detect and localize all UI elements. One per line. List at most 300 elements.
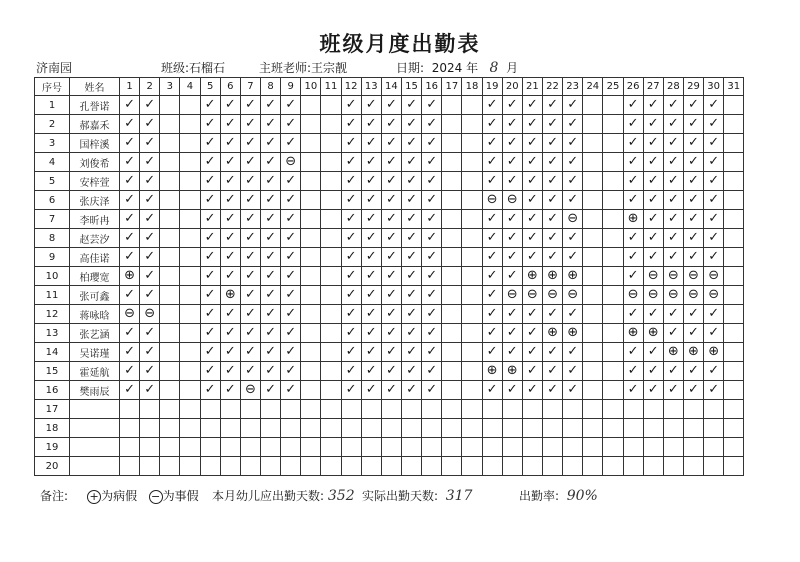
header-row <box>35 78 744 96</box>
attendance-mark: ✓ <box>381 191 401 210</box>
attendance-mark <box>583 419 603 438</box>
attendance-mark: ✓ <box>341 362 361 381</box>
student-name: 安梓萱 <box>70 172 120 191</box>
attendance-mark: ✓ <box>704 324 724 343</box>
attendance-mark <box>321 248 341 267</box>
attendance-mark <box>200 419 220 438</box>
personal-leave-icon: − <box>149 490 163 504</box>
attendance-mark <box>583 305 603 324</box>
attendance-mark: ✓ <box>260 153 280 172</box>
attendance-mark <box>442 400 462 419</box>
attendance-mark <box>583 96 603 115</box>
student-name: 张庆泽 <box>70 191 120 210</box>
attendance-mark <box>381 400 401 419</box>
attendance-mark: ✓ <box>502 153 522 172</box>
attendance-mark: ✓ <box>240 210 260 229</box>
attendance-mark <box>482 400 502 419</box>
attendance-mark: ✓ <box>482 343 502 362</box>
attendance-mark: ✓ <box>381 210 401 229</box>
attendance-mark <box>341 419 361 438</box>
attendance-mark <box>160 229 180 248</box>
attendance-mark <box>180 134 200 153</box>
col-header-day: 2 <box>140 78 160 96</box>
student-name: 张艺涵 <box>70 324 120 343</box>
attendance-mark <box>724 400 744 419</box>
student-name: 蒋咏晗 <box>70 305 120 324</box>
attendance-mark: ✓ <box>401 115 421 134</box>
attendance-mark: ✓ <box>704 229 724 248</box>
attendance-mark: ✓ <box>281 210 301 229</box>
attendance-mark: ✓ <box>623 115 643 134</box>
attendance-mark <box>603 362 623 381</box>
attendance-mark: ✓ <box>683 248 703 267</box>
attendance-mark <box>180 419 200 438</box>
attendance-mark <box>603 229 623 248</box>
attendance-mark: ✓ <box>401 267 421 286</box>
attendance-mark: ✓ <box>623 362 643 381</box>
attendance-mark: ✓ <box>381 286 401 305</box>
attendance-mark: ✓ <box>341 324 361 343</box>
attendance-mark <box>200 400 220 419</box>
attendance-mark <box>281 438 301 457</box>
col-header-day: 16 <box>422 78 442 96</box>
attendance-mark: ✓ <box>401 248 421 267</box>
attendance-mark: ✓ <box>563 343 583 362</box>
attendance-mark <box>321 210 341 229</box>
attendance-mark: ✓ <box>341 115 361 134</box>
student-name: 霍延航 <box>70 362 120 381</box>
attendance-mark: ⊖ <box>704 286 724 305</box>
attendance-mark <box>583 153 603 172</box>
attendance-mark: ✓ <box>361 210 381 229</box>
attendance-mark <box>260 400 280 419</box>
attendance-mark <box>724 115 744 134</box>
attendance-mark <box>120 438 140 457</box>
sick-leave-icon: + <box>87 490 101 504</box>
attendance-mark: ✓ <box>623 191 643 210</box>
attendance-mark <box>160 286 180 305</box>
attendance-mark <box>160 362 180 381</box>
note-legend <box>40 487 199 504</box>
attendance-mark: ✓ <box>401 305 421 324</box>
attendance-mark: ✓ <box>643 381 663 400</box>
attendance-mark <box>462 134 482 153</box>
date-field <box>396 59 518 76</box>
attendance-mark <box>321 267 341 286</box>
attendance-mark <box>422 438 442 457</box>
attendance-mark: ✓ <box>401 229 421 248</box>
attendance-mark: ✓ <box>643 191 663 210</box>
attendance-mark: ✓ <box>502 210 522 229</box>
attendance-mark: ✓ <box>482 286 502 305</box>
attendance-mark: ✓ <box>281 381 301 400</box>
attendance-mark: ✓ <box>200 381 220 400</box>
attendance-mark: ✓ <box>120 324 140 343</box>
attendance-mark <box>140 400 160 419</box>
attendance-mark <box>160 324 180 343</box>
attendance-mark: ✓ <box>704 153 724 172</box>
attendance-mark <box>724 267 744 286</box>
attendance-mark: ✓ <box>401 96 421 115</box>
attendance-mark <box>724 381 744 400</box>
attendance-mark: ⊕ <box>563 267 583 286</box>
attendance-mark <box>281 457 301 476</box>
attendance-mark <box>442 438 462 457</box>
attendance-mark: ✓ <box>200 172 220 191</box>
attendance-mark <box>301 438 321 457</box>
attendance-mark: ✓ <box>422 381 442 400</box>
attendance-mark <box>321 115 341 134</box>
attendance-mark: ✓ <box>482 381 502 400</box>
attendance-mark: ✓ <box>522 343 542 362</box>
attendance-mark <box>502 457 522 476</box>
attendance-mark: ✓ <box>120 153 140 172</box>
row-number: 16 <box>35 381 70 400</box>
attendance-mark: ✓ <box>704 362 724 381</box>
student-name: 刘俊希 <box>70 153 120 172</box>
attendance-mark <box>583 400 603 419</box>
attendance-mark: ✓ <box>381 134 401 153</box>
student-row <box>35 153 744 172</box>
attendance-mark: ✓ <box>683 381 703 400</box>
attendance-mark: ✓ <box>140 134 160 153</box>
attendance-mark <box>724 210 744 229</box>
attendance-mark <box>361 419 381 438</box>
attendance-mark: ✓ <box>663 248 683 267</box>
attendance-mark: ⊕ <box>522 267 542 286</box>
col-header-day: 27 <box>643 78 663 96</box>
attendance-mark: ✓ <box>422 172 442 191</box>
col-header-day: 28 <box>663 78 683 96</box>
should-attend-field <box>212 487 355 504</box>
attendance-mark: ✓ <box>502 324 522 343</box>
attendance-mark: ✓ <box>502 134 522 153</box>
attendance-mark: ✓ <box>422 343 442 362</box>
attendance-mark: ✓ <box>281 267 301 286</box>
attendance-mark <box>462 115 482 134</box>
attendance-mark <box>140 419 160 438</box>
attendance-mark <box>724 343 744 362</box>
attendance-mark: ✓ <box>683 362 703 381</box>
attendance-mark <box>603 419 623 438</box>
attendance-mark <box>462 286 482 305</box>
attendance-mark: ✓ <box>422 210 442 229</box>
attendance-mark: ✓ <box>281 134 301 153</box>
attendance-mark <box>583 267 603 286</box>
attendance-mark: ✓ <box>502 115 522 134</box>
attendance-mark: ✓ <box>120 96 140 115</box>
attendance-mark: ✓ <box>381 229 401 248</box>
attendance-mark <box>462 343 482 362</box>
attendance-mark <box>240 457 260 476</box>
attendance-mark <box>502 438 522 457</box>
teacher-label: 主班老师: <box>259 61 312 75</box>
row-number: 8 <box>35 229 70 248</box>
attendance-mark <box>583 191 603 210</box>
attendance-mark <box>442 210 462 229</box>
attendance-mark: ✓ <box>482 267 502 286</box>
attendance-mark <box>160 172 180 191</box>
attendance-mark: ✓ <box>281 362 301 381</box>
attendance-mark: ✓ <box>220 248 240 267</box>
attendance-mark <box>542 457 562 476</box>
attendance-mark: ✓ <box>281 229 301 248</box>
attendance-mark <box>724 438 744 457</box>
attendance-mark <box>301 267 321 286</box>
attendance-mark <box>462 419 482 438</box>
attendance-mark <box>724 96 744 115</box>
attendance-mark: ✓ <box>361 324 381 343</box>
attendance-mark: ✓ <box>522 362 542 381</box>
attendance-mark: ✓ <box>240 172 260 191</box>
attendance-mark: ✓ <box>683 172 703 191</box>
attendance-mark: ✓ <box>200 343 220 362</box>
col-header-day: 5 <box>200 78 220 96</box>
student-name: 高佳诺 <box>70 248 120 267</box>
attendance-mark <box>643 419 663 438</box>
attendance-mark: ✓ <box>140 115 160 134</box>
attendance-mark <box>180 191 200 210</box>
col-header-day: 9 <box>281 78 301 96</box>
attendance-mark: ⊕ <box>663 343 683 362</box>
attendance-mark: ✓ <box>200 210 220 229</box>
attendance-mark: ✓ <box>281 324 301 343</box>
attendance-mark: ✓ <box>704 305 724 324</box>
attendance-mark: ✓ <box>140 324 160 343</box>
attendance-mark: ✓ <box>341 96 361 115</box>
row-number: 3 <box>35 134 70 153</box>
attendance-mark <box>321 96 341 115</box>
student-row <box>35 343 744 362</box>
attendance-mark <box>442 305 462 324</box>
attendance-mark: ✓ <box>522 134 542 153</box>
attendance-mark: ✓ <box>341 191 361 210</box>
attendance-mark <box>724 457 744 476</box>
attendance-mark: ✓ <box>401 324 421 343</box>
attendance-mark <box>220 438 240 457</box>
attendance-mark: ✓ <box>200 191 220 210</box>
attendance-mark: ✓ <box>704 96 724 115</box>
attendance-mark <box>724 419 744 438</box>
student-name: 郝嘉禾 <box>70 115 120 134</box>
col-header-day: 14 <box>381 78 401 96</box>
attendance-mark: ✓ <box>260 115 280 134</box>
attendance-mark: ✓ <box>683 191 703 210</box>
attendance-mark: ✓ <box>381 115 401 134</box>
attendance-mark: ✓ <box>663 362 683 381</box>
row-number: 13 <box>35 324 70 343</box>
should-attend-value: 352 <box>327 488 355 504</box>
attendance-mark: ✓ <box>542 343 562 362</box>
attendance-mark <box>301 343 321 362</box>
attendance-mark: ✓ <box>401 191 421 210</box>
attendance-mark <box>220 419 240 438</box>
attendance-mark <box>301 229 321 248</box>
attendance-mark: ⊕ <box>563 324 583 343</box>
should-attend-label: 本月幼儿应出勤天数: <box>212 489 325 503</box>
attendance-rate-label: 出勤率: <box>519 489 560 503</box>
attendance-mark <box>724 229 744 248</box>
attendance-mark: ⊖ <box>623 286 643 305</box>
attendance-mark <box>422 457 442 476</box>
attendance-mark: ✓ <box>220 267 240 286</box>
teacher-value: 王宗靓 <box>311 61 348 75</box>
student-row <box>35 324 744 343</box>
attendance-mark: ✓ <box>643 362 663 381</box>
student-row <box>35 172 744 191</box>
attendance-mark: ⊖ <box>643 286 663 305</box>
attendance-mark <box>321 229 341 248</box>
attendance-mark <box>321 381 341 400</box>
attendance-mark: ✓ <box>240 115 260 134</box>
attendance-mark <box>301 172 321 191</box>
attendance-mark <box>603 210 623 229</box>
attendance-mark: ✓ <box>663 172 683 191</box>
attendance-mark: ✓ <box>260 172 280 191</box>
attendance-mark: ✓ <box>220 381 240 400</box>
student-row <box>35 134 744 153</box>
attendance-mark: ✓ <box>563 172 583 191</box>
attendance-mark <box>442 134 462 153</box>
attendance-mark: ✓ <box>260 96 280 115</box>
attendance-mark: ✓ <box>482 115 502 134</box>
attendance-mark <box>683 400 703 419</box>
attendance-mark: ✓ <box>281 248 301 267</box>
attendance-mark: ✓ <box>361 267 381 286</box>
attendance-mark: ✓ <box>140 343 160 362</box>
attendance-mark: ✓ <box>563 134 583 153</box>
attendance-mark <box>160 248 180 267</box>
attendance-mark <box>160 153 180 172</box>
attendance-mark: ✓ <box>220 134 240 153</box>
attendance-mark <box>603 153 623 172</box>
attendance-mark: ✓ <box>663 210 683 229</box>
attendance-mark <box>401 457 421 476</box>
attendance-mark: ✓ <box>482 153 502 172</box>
attendance-mark <box>724 286 744 305</box>
attendance-mark <box>563 438 583 457</box>
attendance-mark <box>160 438 180 457</box>
attendance-mark: ⊕ <box>683 343 703 362</box>
attendance-mark <box>301 96 321 115</box>
attendance-mark: ✓ <box>220 210 240 229</box>
student-row <box>35 305 744 324</box>
attendance-mark: ✓ <box>220 115 240 134</box>
attendance-mark <box>180 210 200 229</box>
col-header-day: 7 <box>240 78 260 96</box>
attendance-mark: ✓ <box>140 286 160 305</box>
attendance-mark: ✓ <box>563 381 583 400</box>
attendance-mark: ✓ <box>341 229 361 248</box>
attendance-mark: ✓ <box>281 96 301 115</box>
attendance-mark <box>160 267 180 286</box>
attendance-mark: ✓ <box>341 267 361 286</box>
attendance-mark: ✓ <box>542 115 562 134</box>
attendance-mark: ✓ <box>341 172 361 191</box>
attendance-mark: ✓ <box>120 115 140 134</box>
attendance-mark: ✓ <box>200 134 220 153</box>
attendance-mark: ✓ <box>704 381 724 400</box>
attendance-mark: ✓ <box>643 134 663 153</box>
attendance-mark: ✓ <box>422 267 442 286</box>
attendance-mark <box>583 210 603 229</box>
attendance-mark <box>724 153 744 172</box>
attendance-mark: ✓ <box>361 362 381 381</box>
attendance-mark: ✓ <box>220 172 240 191</box>
attendance-mark <box>462 267 482 286</box>
attendance-mark: ✓ <box>260 305 280 324</box>
actual-attend-field <box>362 487 472 504</box>
attendance-mark <box>724 305 744 324</box>
attendance-mark <box>583 324 603 343</box>
attendance-mark: ✓ <box>683 96 703 115</box>
attendance-mark <box>301 457 321 476</box>
attendance-mark: ✓ <box>663 381 683 400</box>
attendance-mark: ⊖ <box>120 305 140 324</box>
attendance-mark: ✓ <box>361 96 381 115</box>
attendance-mark <box>462 153 482 172</box>
attendance-mark: ✓ <box>200 153 220 172</box>
attendance-mark: ✓ <box>563 153 583 172</box>
attendance-mark: ✓ <box>482 305 502 324</box>
attendance-mark: ✓ <box>563 305 583 324</box>
col-header-day: 8 <box>260 78 280 96</box>
attendance-mark <box>180 324 200 343</box>
row-number: 6 <box>35 191 70 210</box>
attendance-mark <box>724 172 744 191</box>
attendance-mark <box>704 438 724 457</box>
attendance-mark: ✓ <box>200 267 220 286</box>
attendance-mark: ✓ <box>623 381 643 400</box>
attendance-mark: ✓ <box>260 324 280 343</box>
attendance-mark <box>442 96 462 115</box>
attendance-mark: ✓ <box>381 172 401 191</box>
attendance-mark: ✓ <box>643 96 663 115</box>
attendance-mark: ✓ <box>643 343 663 362</box>
attendance-mark <box>180 172 200 191</box>
attendance-mark <box>663 457 683 476</box>
student-name <box>70 457 120 476</box>
attendance-mark: ✓ <box>663 324 683 343</box>
attendance-mark: ✓ <box>140 381 160 400</box>
student-row <box>35 191 744 210</box>
attendance-mark <box>180 286 200 305</box>
col-header-day: 26 <box>623 78 643 96</box>
attendance-mark <box>160 210 180 229</box>
attendance-mark: ✓ <box>200 248 220 267</box>
attendance-mark <box>603 96 623 115</box>
attendance-mark: ✓ <box>260 362 280 381</box>
attendance-mark <box>442 191 462 210</box>
attendance-mark <box>180 267 200 286</box>
attendance-mark <box>160 419 180 438</box>
attendance-mark <box>724 362 744 381</box>
attendance-mark <box>301 305 321 324</box>
attendance-mark <box>120 400 140 419</box>
attendance-mark: ✓ <box>401 172 421 191</box>
attendance-mark <box>643 438 663 457</box>
student-name: 张可鑫 <box>70 286 120 305</box>
attendance-mark: ⊖ <box>663 267 683 286</box>
class-label: 班级: <box>161 61 190 75</box>
attendance-mark <box>542 438 562 457</box>
attendance-rate-field <box>519 487 598 504</box>
attendance-mark <box>321 343 341 362</box>
attendance-mark: ✓ <box>563 248 583 267</box>
attendance-mark: ✓ <box>120 343 140 362</box>
attendance-mark: ✓ <box>422 362 442 381</box>
attendance-mark <box>301 286 321 305</box>
